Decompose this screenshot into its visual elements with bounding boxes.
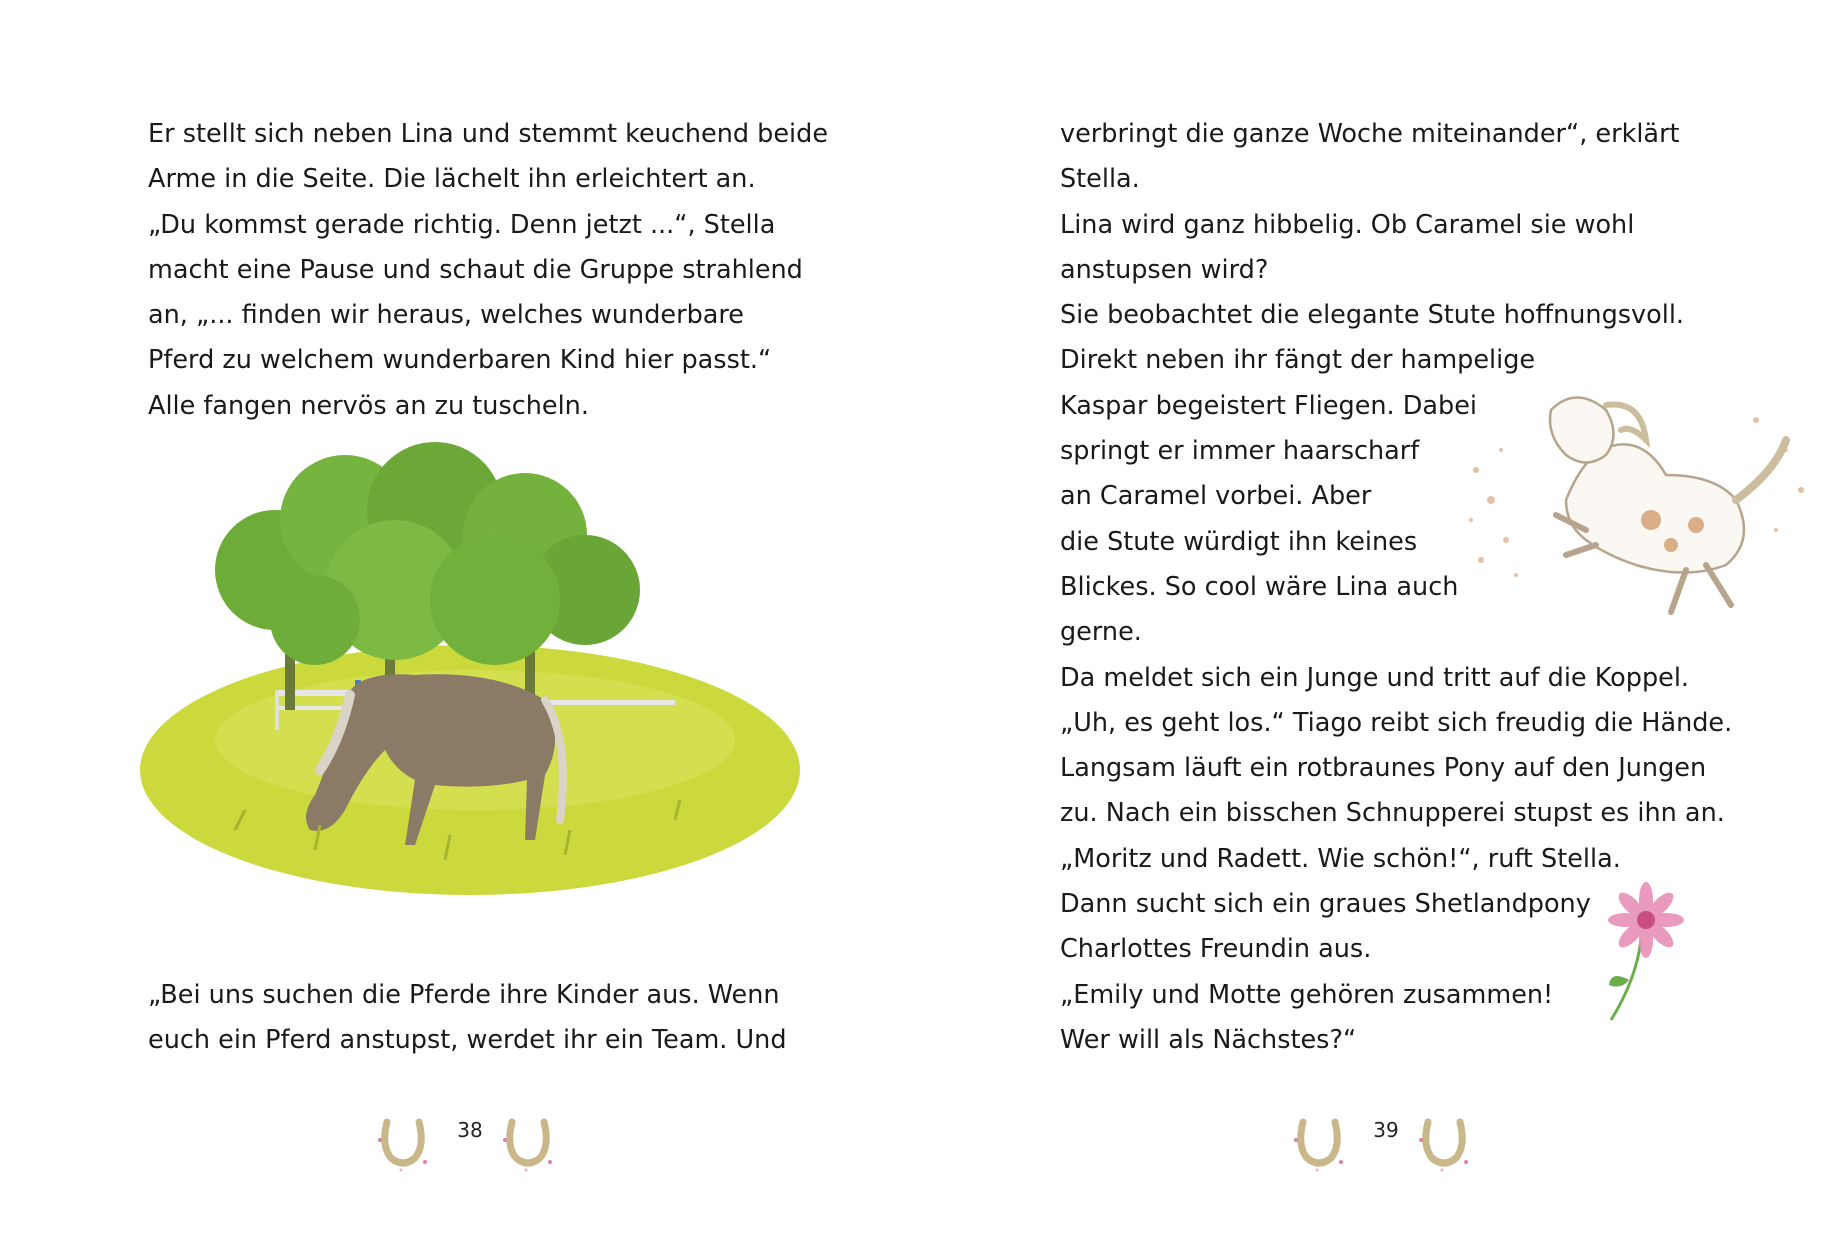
top-paragraph [148, 112, 828, 429]
text-line: Arme in die Seite. Die lächelt ihn erleichtert an. [148, 164, 756, 195]
text-line: euch ein Pferd anstupst, werdet ihr ein Team. Und [148, 1025, 787, 1056]
text-line: Wer will als Nächstes?“ [1060, 1024, 1357, 1055]
text-line: Da meldet sich ein Junge und tritt auf die Koppel. [1060, 662, 1690, 693]
text-line: verbringt die ganze Woche miteinander“, erklärt [1060, 119, 1680, 149]
text-line: „Du kommst gerade richtig. Denn jetzt ...“, Stella [148, 209, 776, 240]
bottom-paragraph [148, 973, 787, 1064]
text-line: an, „... finden wir heraus, welches wunderbare [148, 300, 745, 331]
flower-illustration [1591, 880, 1701, 1030]
text-line: Pferd zu welchem wunderbaren Kind hier passt.“ [148, 345, 772, 376]
text-line: Stella. [1060, 164, 1140, 195]
page-footer [365, 1110, 565, 1180]
text-line: Dann sucht sich ein graues Shetlandpony [1060, 889, 1591, 920]
text-line: Charlottes Freundin aus. [1060, 934, 1372, 965]
horseshoe-icon [375, 1110, 431, 1172]
text-line: macht eine Pause und schaut die Gruppe strahlend [148, 254, 803, 285]
right-page [916, 0, 1831, 1240]
text-line: Sie beobachtet die elegante Stute hoffnungsvoll. [1060, 300, 1685, 331]
text-line: Lina wird ganz hibbelig. Ob Caramel sie wohl [1060, 209, 1635, 240]
text-line: gerne. [1060, 617, 1142, 648]
left-page [0, 0, 915, 1240]
horseshoe-icon [500, 1110, 556, 1172]
page-number: 38 [457, 1118, 483, 1142]
text-line: Blickes. So cool wäre Lina auch [1060, 571, 1459, 602]
text-line: die Stute würdigt ihn keines [1060, 526, 1418, 557]
page-number: 39 [1373, 1118, 1399, 1142]
text-line: Langsam läuft ein rotbraunes Pony auf den Jungen [1060, 753, 1707, 784]
jumping-pony-illustration [1456, 380, 1826, 630]
text-line: Kaspar begeistert Fliegen. Dabei [1060, 390, 1477, 421]
text-line: anstupsen wird? [1060, 254, 1269, 285]
text-line: an Caramel vorbei. Aber [1060, 481, 1372, 512]
text-line: „Uh, es geht los.“ Tiago reibt sich freudig die Hände. [1060, 707, 1733, 738]
text-line: „Bei uns suchen die Pferde ihre Kinder aus. Wenn [148, 980, 780, 1010]
text-line: Direkt neben ihr fängt der hampelige [1060, 345, 1536, 376]
text-line: Alle fangen nervös an zu tuscheln. [148, 390, 589, 421]
text-line: „Moritz und Radett. Wie schön!“, ruft Stella. [1060, 843, 1621, 874]
page-footer [1281, 1110, 1481, 1180]
horseshoe-icon [1291, 1110, 1347, 1172]
text-line: springt er immer haarscharf [1060, 436, 1420, 467]
text-line: Er stellt sich neben Lina und stemmt keuchend beide [148, 119, 829, 149]
horseshoe-icon [1416, 1110, 1472, 1172]
meadow-horse-illustration [115, 440, 815, 940]
text-line: zu. Nach ein bisschen Schnupperei stupst es ihn an. [1060, 798, 1725, 829]
text-line: „Emily und Motte gehören zusammen! [1060, 979, 1554, 1010]
